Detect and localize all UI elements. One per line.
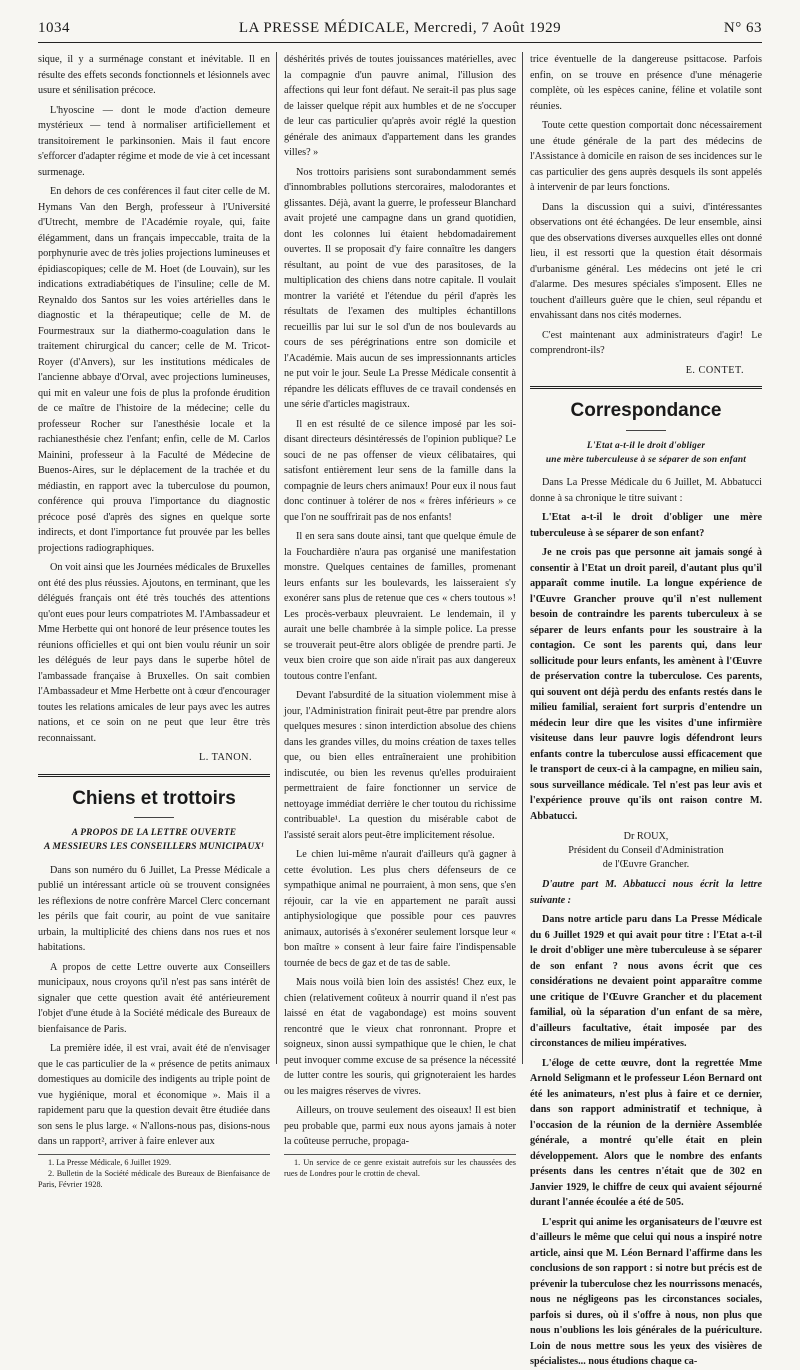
paragraph: déshérités privés de toutes jouissances matérielles, avec la compagnie d'un pauvre animal, l'illusion des affections qui leur font défaut. Ne serait-il pas plus sage de laisser quelque répit aux humbles et de ne s'occuper de leur cas particulier qu'après avoir réglé la question générale des animaux d'appartement dans les grandes villes? » [284, 54, 516, 158]
footnotes [38, 1154, 270, 1190]
paragraph: Ailleurs, on trouve seulement des oiseaux! Il est bien peu probable que, parmi eux nous ayons jamais à noter la coûteuse perruche, propaga- [284, 1105, 516, 1147]
subtitle-line: A MESSIEURS LES CONSEILLERS MUNICIPAUX¹ [44, 842, 264, 853]
title-underline [134, 817, 174, 818]
quoted-paragraph: L'esprit qui anime les organisateurs de l'œuvre est d'ailleurs le même que celui qui nous a inspiré notre article, ainsi que M. Léon Bernard l'affirme dans les conclusions de son rapport : si notre but précis est de prévenir la tuberculose chez les nourrissons menacés, nous ne négligeons pas les circonstances sociales, parfois si dures, où il s'offre à nous, non plus que nous n'oublions les lois générales de la puériculture. Loin de nous mettre sous les yeux des visières de spécialistes... nous étudions chaque ca- [530, 1216, 762, 1368]
paragraph: L'hyoscine — dont le mode d'action demeure mystérieux — tend à normaliser artificiellement et transitoirement le parkinsonien. Mais il faut encore s'efforcer d'adapter régime et mode de vie à cet incessant surmenage. [38, 104, 270, 178]
quoted-paragraph: Je ne crois pas que personne ait jamais songé à consentir à l'Etat un droit pareil, d'autant plus qu'il apparaît comme inutile. La longue expérience de l'Œuvre Grancher prouve qu'il n'est nullement besoin de contraindre les parents tuberculeux à se séparer de leurs enfants pour les soustraire à la contagion. Ce sont les parents qui, dans leur sollicitude pour leurs enfants, les amènent à l'Œuvre de préservation contre la tuberculose. Ces parents, qui souvent ont déjà perdu des enfants restés dans le milieu familial, seraient fort surpris d'entendre un médecin leur dire que les visites d'une infirmière visiteuse dans leur pauvre logis défendront leurs enfants contre la tuberculose aussi efficacement que le transport de ceux-ci à la campagne, en milieu sain, sous surveillance médicale. Tel n'est pas leur avis et l'expérience prouve qu'ils ont raison contre M. Abbatucci. [530, 547, 762, 822]
letter-signature [530, 830, 762, 871]
paragraph: Il en est résulté de ce silence imposé par les soi-disant directeurs désintéressés de l'opinion publique? Le souci de ne pas offenser de vieux célibataires, qui satisfont entièrement leur sens de la famille dans la compagnie de leurs chers animaux! Pour eux il nous faut donc continuer à tolérer de nos « frères inférieurs » ce que l'on ne souffrirait pas de nos enfants! [284, 418, 516, 523]
paragraph: Dans la discussion qui a suivi, d'intéressantes observations ont été échangées. De leur ensemble, ainsi que des observations diverses auxquelles elles ont donné lieu, il est ressorti que la question était désormais d'urbanisme général. Les médecins ont jeté le cri d'alarme. Des mesures spéciales s'imposent. Elles ne touchent d'ailleurs guère que le chien, seul répandu et envahissant dans nos cités modernes. [530, 201, 762, 321]
quoted-paragraph: L'Etat a-t-il le droit d'obliger une mère tuberculeuse à se séparer de son enfant? [530, 512, 762, 539]
author-signature: E. CONTET. [685, 364, 744, 376]
title-underline [626, 430, 666, 431]
quoted-paragraph: L'éloge de cette œuvre, dont la regrettée Mme Arnold Seligmann et le professeur Léon Bernard ont été les animateurs, n'est plus à faire et ce dernier, dans son rapport administratif et technique, à l'occasion de la réunion de la dernière Assemblée générale, a montré qu'elle était en plein développement. Alors que le nombre des enfants présents dans les centres n'était que de 302 en Janvier 1929, le chiffre de ceux qui avaient séjourné durant l'année écoulée a été de 505. [530, 1057, 762, 1209]
paragraph: trice éventuelle de la dangereuse psittacose. Parfois enfin, on se trouve en présence d'une ménagerie complète, où les espèces canine, féline et volatile sont réunies. [530, 54, 762, 112]
author-signature: L. TANON. [198, 752, 252, 763]
section-title: Correspondance [570, 400, 722, 421]
paragraph: En dehors de ces conférences il faut citer celle de M. Hymans Van den Bergh, professeur à l'Université d'Utrecht, membre de l'Académie royale, qui, faite élégamment, dans un français impeccable, traita de la porphynurie avec de très jolies projections lumineuses et épidiascopiques; celle de M. Hoet (de Louvain), sur les indications extradiabétiques de l'insuline; celle de M. Reynaldo dos Santos sur les voies artérielles dans le diagnostic et la thérapeutique; celle de M. de Fourmestraux sur la diathermo-coagulation dans le traitement chirurgical du cancer; celle de M. Tricot-Royer (d'Anvers), sur les institutions médicales de l'ancienne abbaye d'Orval, avec projections lumineuses, qui mit en valeur une fois de plus la profonde érudition de ce maître de l'histoire de la médecine; celle du professeur Rocher sur l'anesthésie locale et la rachianesthésie chez l'enfant; enfin, celle de M. Carlos Mainini, professeur à la Faculté de Médecine de Buenos-Aires, sur le déplacement de la trachée et du médiastin, en rapport avec la tuberculose du poumon, conférence qui prouva l'importance du diagnostic précoce posé d'après des signes en quelque sorte indirects, et dont l'importance fut prouvée par les belles projections radiographiques. [38, 186, 270, 554]
column-3 [530, 52, 762, 1368]
column-2 [284, 52, 516, 1178]
article-title: Chiens et trottoirs [72, 787, 236, 809]
paragraph: Dans son numéro du 6 Juillet, La Presse Médicale a publié un intéressant article où se trouvent consignées les réflexions de notre confrère Marcel Clerc concernant les périls que fait courir, au point de vue sanitaire urbain, la multiplicité des chiens dans nos rues et nos habitations. [38, 864, 270, 954]
letter-subtitle [530, 439, 762, 467]
subtitle-line: L'Etat a-t-il le droit d'obliger [586, 440, 706, 451]
issue-number: N° 63 [723, 20, 762, 36]
paragraph: Le chien lui-même n'aurait d'ailleurs qu'à gagner à cette évolution. Les plus chers défenseurs de ce sympathique animal ne pourraient, à mon sens, que s'en réjouir, car la vie en appartement ne paraît aussi antiphysiologique que possible pour ces pauvres animaux, autorisés à s'exonérer seulement lorsque leur « bon maître » consent à leur faire faire l'indispensable tournée de becs de gaz et de tas de sable. [284, 849, 516, 969]
paragraph: D'autre part M. Abbatucci nous écrit la lettre suivante : [530, 879, 762, 906]
paragraph: On voit ainsi que les Journées médicales de Bruxelles ont été des plus réussies. Ajoutons, en terminant, que les délégués français ont été très touchés des attentions qu'ont eues pour leurs compatriotes M. l'Ambassadeur et Mme Herbette qui ont honoré de leur présence toutes les réunions officielles et qui ont bien voulu réunir un soir les délégués de leur pays dans le superbe hôtel de l'ambassade française à Bruxelles. On sait combien l'Ambassadeur et Mme Herbette ont à cœur d'encourager toutes les relations amicales de leur pays avec les autres nations, et ce soin on ne peut que leur être très reconnaissant. [38, 562, 270, 744]
paragraph: sique, il y a surménage constant et inévitable. Il en résulte des effets seconds fonctionnels et lésionnels avec usure et sénilisation précoce. [38, 54, 270, 96]
quoted-paragraph: Dans notre article paru dans La Presse Médicale du 6 Juillet 1929 et qui avait pour titre : l'Etat a-t-il le droit d'obliger une mère tuberculeuse à se séparer de son enfant ? nous avons écrit que ces considérations ne devaient point apparaître comme une critique de l'Œuvre Grancher et du placement familial, où la séparation d'un enfant de sa mère, d'ailleurs facultative, était imposée par des circonstances de milieu impératives. [530, 914, 762, 1050]
subtitle-line: une mère tuberculeuse à se séparer de son enfant [545, 454, 747, 465]
column-1 [38, 52, 270, 1189]
paragraph: Dans La Presse Médicale du 6 Juillet, M. Abbatucci donne à sa chronique le titre suivant : [530, 477, 762, 504]
column-divider [522, 52, 523, 1064]
paragraph: Nos trottoirs parisiens sont surabondamment semés d'innombrables pollutions stercoraires, malodorantes et glissantes. Déjà, avant la guerre, le professeur Blanchard avait projeté une campagne dans un grand quotidien, dont les colonnes lui étaient hebdomadairement ouvertes. Il se proposait d'y faire connaître les dangers résultant, au point de vue des parasitoses, de la multiplication des chiens dans notre capitale. Il voulait montrer la variété et l'étendue du péril d'après les résultats de l'examen des multiples échantillons recueillis par lui sur le sol d'un de nos boulevards au cours de ses pérégrinations entre son domicile et l'Académie. Mais aucun de ses impressionnants articles ne put voir le jour. Seule La Presse Médicale consentit à répandre les délicats effluves de ce travail condensés en une série d'articles magistraux. [284, 166, 516, 410]
section-divider [530, 386, 762, 389]
page-number: 1034 [38, 20, 70, 36]
footnote: 2. Bulletin de la Société médicale des Bureaux de Bienfaisance de Paris, Février 1928. [38, 1168, 270, 1189]
paragraph: Devant l'absurdité de la situation violemment mise à jour, l'Administration finirait peut-être par prendre alors quelques mesures : sinon interdiction absolue des chiens dans les grandes villes, du moins création de taxes telles que, ou bien elles entraîneraient une prohibition indiscutée, ou bien les revenus qu'elles produiraient permettraient de faire fonctionner un service de nettoyage immédiat derrière le cher toutou du richissime contribuable¹. La question du misérable cabot de l'assisté serait alors peut-être implicitement résolue. [284, 690, 516, 841]
paragraph: Il en sera sans doute ainsi, tant que quelque émule de la Fouchardière n'aura pas organisé une manifestation monstre. Quelques centaines de familles, promenant leurs enfants sur les boulevards, les laisseraient s'y exonérer sans plus de retenue que ces « chers toutous »! Les procès-verbaux pleuvraient. Le lendemain, il y aurait une belle chambrée à la simple police. La presse se trouverait peut-être alors obligée de prendre parti. Je veux bien croire que son aide n'irait pas aux dangereux toutous contre l'enfant. [284, 531, 516, 682]
paragraph: Mais nous voilà bien loin des assistés! Chez eux, le chien (relativement coûteux à nourrir quand il n'est pas laissé en état de vagabondage) est moins souvent rencontré que le vieux chat ronronnant. Propre et soigneux, sinon aussi sympathique que le chien, le chat peut invoquer comme excuse de sa présence la nécessité de lutter contre les souris, qui grignoteraient les hardes ou les maigres réserves de vivres. [284, 977, 516, 1097]
column-divider [276, 52, 277, 1064]
footnote: 1. La Presse Médicale, 6 Juillet 1929. [48, 1157, 172, 1167]
signatory-title: de l'Œuvre Grancher. [602, 858, 690, 870]
signatory-title: Président du Conseil d'Administration [568, 844, 724, 856]
paragraph: C'est maintenant aux administrateurs d'agir! Le comprendront-ils? [530, 329, 762, 356]
paragraph: La première idée, il est vrai, avait été de n'envisager que le cas particulier de la « présence de petits animaux domestiques au domicile des indigents au triple point de vue hygiénique, moral et économique ». Mais il a rapidement paru que la question devait être étudiée dans son sens le plus large. « N'allons-nous pas, disions-nous dans un rapport², arriver à faire enlever aux [38, 1043, 270, 1148]
section-divider [38, 774, 270, 777]
paragraph: A propos de cette Lettre ouverte aux Conseillers municipaux, nous croyons qu'il n'est pas sans intérêt de signaler que cette question avait été antérieurement l'objet d'une étude à la Société médicale des Bureaux de bienfaisance de Paris. [38, 961, 270, 1035]
paragraph: Toute cette question comportait donc nécessairement une étude générale de la part des médecins de l'Assistance à domicile en raison de ses incidences sur le cas particulier des gens auprès desquels ils sont appelés à intervenir de par leurs fonctions. [530, 120, 762, 193]
footnotes [284, 1154, 516, 1179]
article-subtitle [38, 826, 270, 854]
signatory-name: Dr ROUX, [623, 831, 669, 843]
footnote: 1. Un service de ce genre existait autrefois sur les chaussées des rues de Londres pour le crottin de cheval. [284, 1157, 516, 1178]
journal-title: LA PRESSE MÉDICALE, Mercredi, 7 Août 1929 [238, 20, 562, 36]
subtitle-line: A PROPOS DE LA LETTRE OUVERTE [71, 828, 237, 839]
running-header [38, 18, 762, 43]
